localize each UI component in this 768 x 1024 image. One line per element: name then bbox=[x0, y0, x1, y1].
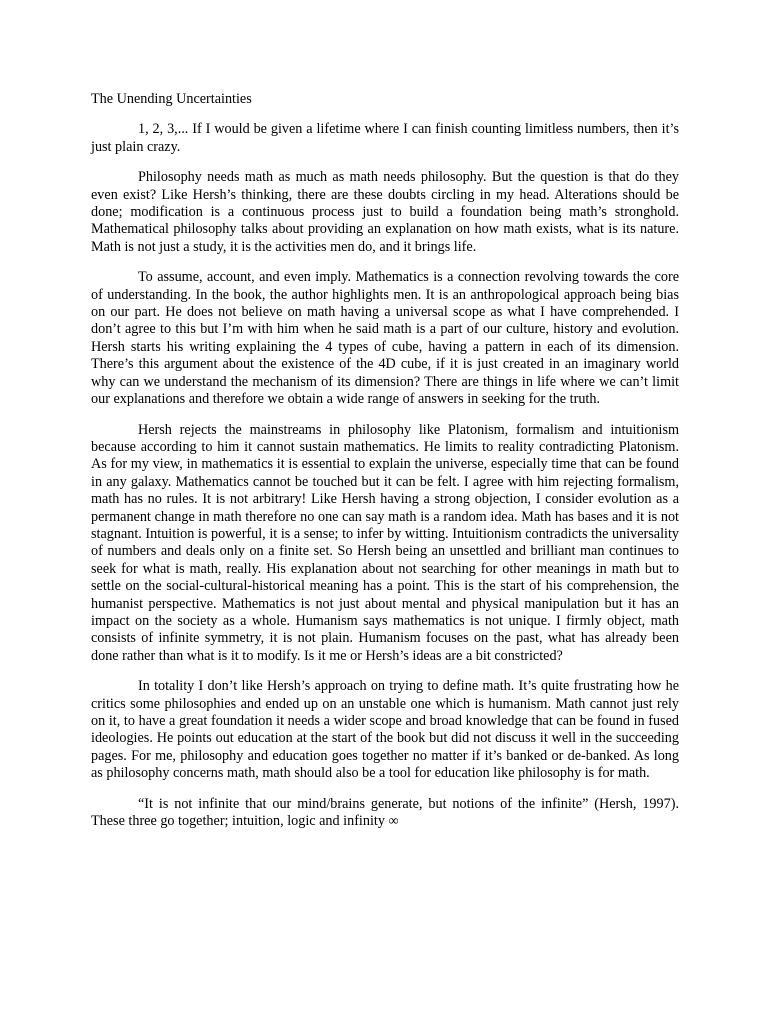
document-page bbox=[91, 91, 679, 843]
paragraph-assume-account-imply: To assume, account, and even imply. Mathematics is a connection revolving towards the core of understanding. In the book, the author highlights men. It is an anthropological approach being bias on our part. He does not believe on math having a universal scope as what I have comprehended. I don’t agree to this but I’m with him when he said math is a part of our culture, history and evolution. Hersh starts his writing explaining the 4 types of cube, having a pattern in each of its dimension. There’s this argument about the existence of the 4D cube, if it is just created in an imaginary world why can we understand the mechanism of its dimension? There are things in life where we can’t limit our explanations and therefore we obtain a wide range of answers in seeking for the truth. bbox=[91, 269, 679, 408]
paragraph-counting: 1, 2, 3,... If I would be given a lifetime where I can finish counting limitless numbers, then it’s just plain crazy. bbox=[91, 121, 679, 155]
paragraph-closing-quote: “It is not infinite that our mind/brains generate, but notions of the infinite” (Hersh, 1997). These three go together; intuition, logic and infinity ∞ bbox=[91, 795, 679, 830]
paragraph-philosophy-needs-math: Philosophy needs math as much as math needs philosophy. But the question is that do they even exist? Like Hersh’s thinking, there are these doubts circling in my head. Alterations should be done; modification is a continuous process just to build a foundation being math’s stronghold. Mathematical philosophy talks about providing an explanation on how math exists, what is its nature. Math is not just a study, it is the activities men do, and it brings life. bbox=[91, 169, 679, 255]
paragraph-in-totality: In totality I don’t like Hersh’s approach on trying to define math. It’s quite frustrating how he critics some philosophies and ended up on an unstable one which is humanism. Math cannot just rely on it, to have a great foundation it needs a wider scope and broad knowledge that can be found in fused ideologies. He points out education at the start of the book but did not discuss it well in the succeeding pages. For me, philosophy and education goes together no matter if it’s banked or de-banked. As long as philosophy concerns math, math should also be a tool for education like philosophy is for math. bbox=[91, 678, 679, 782]
paragraph-hersh-rejects-mainstreams: Hersh rejects the mainstreams in philosophy like Platonism, formalism and intuitionism because according to him it cannot sustain mathematics. He limits to reality contradicting Platonism. As for my view, in mathematics it is essential to explain the universe, especially time that can be found in any galaxy. Mathematics cannot be touched but it can be felt. I agree with him rejecting formalism, math has no rules. It is not arbitrary! Like Hersh having a strong objection, I consider evolution as a permanent change in math therefore no one can say math is a random idea. Math has bases and it is not stagnant. Intuition is powerful, it is a sense; to infer by witting. Intuitionism contradicts the universality of numbers and deals only on a finite set. So Hersh being an unsettled and brilliant man continues to seek for what is math, really. His explanation about not searching for other meanings in math but to settle on the social-cultural-historical meaning has a point. This is the start of his comprehension, the humanist perspective. Mathematics is not just about mental and physical manipulation but it has an impact on the society as a whole. Humanism says mathematics is not unique. I firmly object, math consists of infinite symmetry, it is not plain. Humanism focuses on the past, what has already been done rather than what is it to modify. Is it me or Hersh’s ideas are a bit constricted? bbox=[91, 421, 679, 664]
document-title: The Unending Uncertainties bbox=[91, 91, 252, 107]
